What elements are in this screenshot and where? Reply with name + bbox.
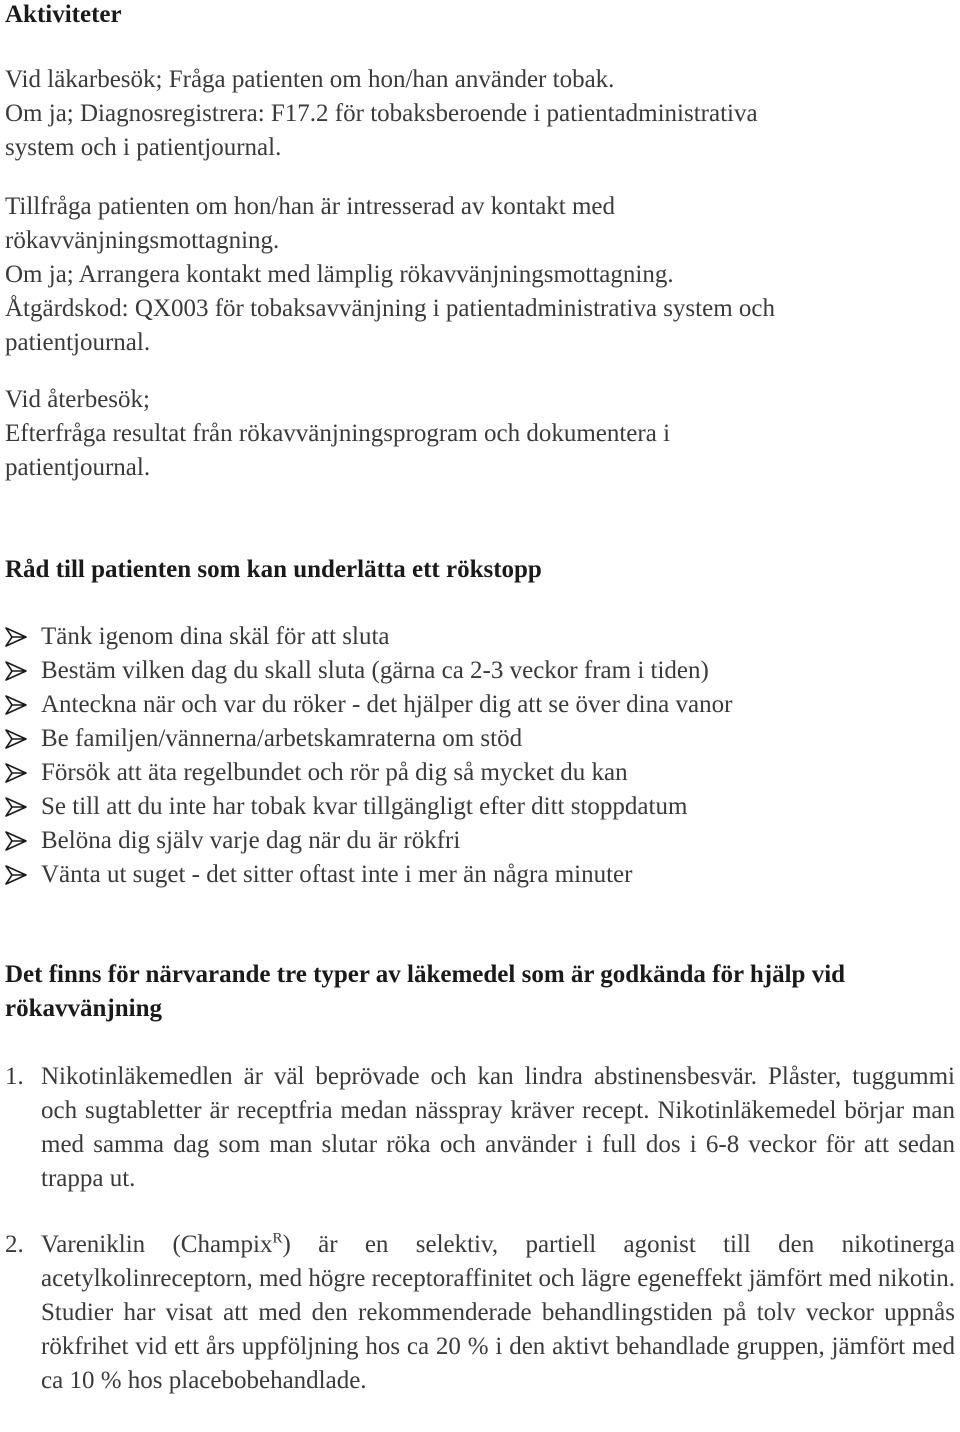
list-item [5,756,955,790]
revisit-paragraph [5,383,955,485]
item-number: 1. [5,1063,24,1090]
paragraph-line: system och i patientjournal. [5,134,282,161]
list-item-text: Se till att du inte har tobak kvar tillgängligt efter ditt stoppdatum [41,793,688,820]
list-item [5,620,955,654]
arrow-bullet-icon [5,729,27,749]
arrow-bullet-icon [5,797,27,817]
list-item [5,824,955,858]
item-text-start: Vareniklin (Champix [41,1231,273,1258]
list-item-text: Anteckna när och var du röker - det hjälper dig att se över dina vanor [41,691,733,718]
paragraph-line: Tillfråga patienten om hon/han är intresserad av kontakt med [5,193,616,220]
medicines-heading: Det finns för närvarande tre typer av läkemedel som är godkända för hjälp vid rökavvänjning [5,961,846,1022]
arrow-bullet-icon [5,661,27,681]
list-item-text: Vänta ut suget - det sitter oftast inte i mer än några minuter [41,861,633,888]
paragraph-line: Om ja; Arrangera kontakt med lämplig rökavvänjningsmottagning. [5,261,674,288]
list-item-text: Bestäm vilken dag du skall sluta (gärna ca 2-3 veckor fram i tiden) [41,657,709,684]
contact-paragraph [5,190,955,360]
list-item [5,790,955,824]
numbered-item [5,1228,955,1398]
item-text-rest: ) är en selektiv, partiell agonist till den nikotinerga acetylkolinreceptorn, med högre receptoraffinitet och lägre egeneffekt jämfört med nikotin. Studier har visat att med den rekommenderade behandlingstiden på tolv veckor uppnås rökfrihet vid ett års uppföljning hos ca 20 % i den aktivt behandlade gruppen, jämfört med ca 10 % hos placebobehandlade. [41,1231,955,1394]
page-title: Aktiviteter [5,1,122,28]
list-item-text: Tänk igenom dina skäl för att sluta [41,623,390,650]
arrow-bullet-icon [5,627,27,647]
advice-section [5,553,955,587]
registered-superscript: R [272,1230,283,1247]
list-item-text: Be familjen/vännerna/arbetskamraterna om stöd [41,725,523,752]
arrow-bullet-icon [5,763,27,783]
visit-paragraph [5,63,955,165]
list-item-text: Belöna dig själv varje dag när du är rökfri [41,827,461,854]
list-item [5,858,955,892]
advice-heading: Råd till patienten som kan underlätta ett rökstopp [5,556,542,583]
paragraph-line: Efterfråga resultat från rökavvänjningsprogram och dokumentera i [5,420,671,447]
paragraph-line: Om ja; Diagnosregistrera: F17.2 för tobaksberoende i patientadministrativa [5,100,758,127]
arrow-bullet-icon [5,865,27,885]
item-text: Nikotinläkemedlen är väl beprövade och kan lindra abstinensbesvär. Plåster, tuggummi och sugtabletter är receptfria medan nässpray kräver recept. Nikotinläkemedel börjar man med samma dag som man slutar röka och använder i full dos i 6-8 veckor för att sedan trappa ut. [41,1063,955,1192]
list-item [5,654,955,688]
list-item [5,688,955,722]
paragraph-line: rökavvänjningsmottagning. [5,227,280,254]
paragraph-line: Vid återbesök; [5,386,150,413]
item-number: 2. [5,1231,24,1258]
arrow-bullet-icon [5,831,27,851]
list-item [5,722,955,756]
activities-section [5,0,955,32]
paragraph-line: patientjournal. [5,454,151,481]
medicines-section [5,958,955,1026]
paragraph-line: patientjournal. [5,329,151,356]
item-text [41,1228,955,1398]
paragraph-line: Vid läkarbesök; Fråga patienten om hon/han använder tobak. [5,66,615,93]
advice-list [5,620,955,892]
numbered-item [5,1060,955,1196]
arrow-bullet-icon [5,695,27,715]
paragraph-line: Åtgärdskod: QX003 för tobaksavvänjning i patientadministrativa system och [5,295,775,322]
list-item-text: Försök att äta regelbundet och rör på dig så mycket du kan [41,759,628,786]
